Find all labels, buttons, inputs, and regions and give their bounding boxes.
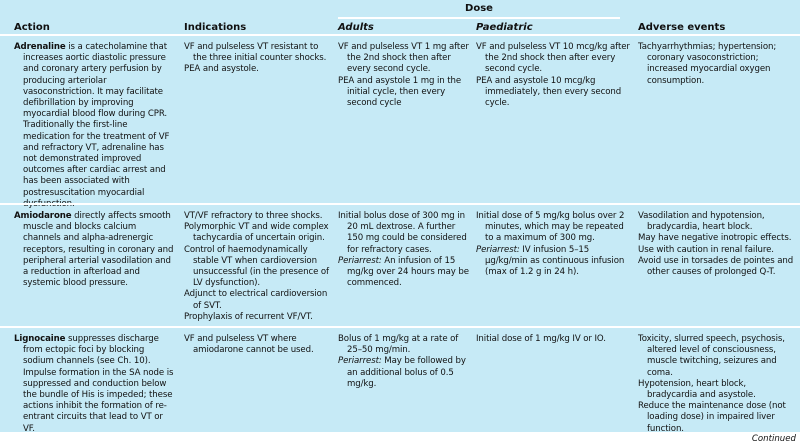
cell-text: Initial dose of 1 mg/kg IV or IO.	[476, 334, 606, 344]
drug-name: Amiodarone	[14, 211, 72, 221]
cell-paragraph	[638, 401, 798, 435]
cell-text: May be followed by an additional bolus of 0.5 mg/kg.	[347, 356, 466, 389]
cell-text: IV infusion 5–15 µg/kg/min as continuous infusion (max of 1.2 g in 24 h).	[485, 244, 625, 278]
cell-paragraph	[638, 334, 798, 379]
header-action: Action	[14, 22, 50, 33]
cell-paragraph	[184, 64, 332, 75]
cell-paragraph	[638, 42, 798, 87]
cell-text: VT/VF refractory to three shocks.	[184, 211, 323, 221]
dose-divider	[338, 17, 620, 19]
cell-indications	[184, 42, 332, 76]
header-indications: Indications	[184, 22, 247, 33]
cell-text: Control of haemodynamically stable VT when cardioversion unsuccessful (in the presence of LV dysfunction).	[184, 244, 329, 289]
cell-text: VF and pulseless VT 1 mg after the 2nd shock then after every second cycle.	[338, 42, 469, 75]
cell-text: Polymorphic VT and wide complex tachycardia of uncertain origin.	[184, 222, 329, 244]
cell-paragraph	[184, 211, 332, 222]
cell-indications	[184, 334, 332, 356]
cell-action	[14, 211, 176, 289]
table-row	[0, 205, 800, 326]
cell-paragraph	[476, 76, 632, 110]
cell-text: Tachyarrhythmias; hypertension; coronary vasoconstriction; increased myocardial oxygen consumption.	[638, 42, 777, 86]
header-adults: Adults	[338, 22, 374, 33]
cell-paragraph	[338, 256, 472, 290]
cell-paragraph	[638, 245, 798, 256]
drug-name: Lignocaine	[14, 334, 66, 344]
cell-adverse	[638, 42, 798, 87]
header-paediatric: Paediatric	[476, 22, 533, 33]
cell-paragraph	[184, 42, 332, 64]
cell-text: Reduce the maintenance dose (not loading dose) in impaired liver function.	[638, 401, 786, 434]
context-label: Periarrest:	[338, 356, 382, 367]
cell-paragraph	[184, 289, 332, 311]
cell-paragraph	[14, 211, 176, 289]
cell-text: PEA and asystole 10 mcg/kg immediately, then every second cycle.	[476, 75, 622, 109]
cell-text: VF and pulseless VT 10 mcg/kg after the 2nd shock then after every second cycle.	[476, 42, 630, 75]
cell-text: Avoid use in torsades de pointes and other causes of prolonged Q-T.	[638, 255, 794, 278]
cell-text: Toxicity, slurred speech, psychosis, altered level of consciousness, muscle twitching, seizures and coma.	[638, 334, 785, 378]
cell-paragraph	[338, 76, 472, 110]
cell-paragraph	[338, 42, 472, 76]
cell-action	[14, 334, 176, 435]
cell-paragraph	[338, 211, 472, 256]
cell-text: directly affects smooth muscle and blocks calcium channels and alpha-adrenergic receptors, resulting in coronary and peripheral arterial vasodilation and a reduction in afterload and systemic blood pressure.	[23, 211, 174, 289]
cell-text: PEA and asystole 1 mg in the initial cycle, then every second cycle	[338, 75, 462, 109]
cell-paragraph	[476, 42, 632, 76]
cell-paragraph	[184, 222, 332, 244]
cell-paragraph	[14, 42, 176, 210]
cell-paragraph	[14, 334, 176, 435]
cell-paediatric	[476, 42, 632, 109]
cell-text: VF and pulseless VT resistant to the three initial counter shocks.	[184, 42, 327, 64]
cell-paragraph	[184, 334, 332, 356]
cell-text: VF and pulseless VT where amiodarone cannot be used.	[184, 334, 314, 356]
cell-text: is a catecholamine that increases aortic diastolic pressure and coronary artery perfusion by producing arteriolar vasoconstriction. It may facilitate defibrillation by improving myocardial blood flow during CPR. Traditionally the first-line medication for the treatment of VF and refractory VT, adrenaline has not demonstrated improved outcomes after cardiac arrest and has been associated with postresuscitation myocardial	[23, 42, 170, 198]
cell-text: suppresses discharge from ectopic foci by blocking sodium channels (see Ch. 10). Impulse formation in the SA node is suppressed and conduction below the bundle of His is impeded; these actions inhibit the formation of re-entrant circuits that lead to VT or VF.	[23, 334, 174, 434]
cell-text: Use with caution in renal failure.	[638, 244, 774, 255]
cell-paragraph	[638, 379, 798, 401]
cell-paragraph	[184, 312, 332, 323]
cell-text: Vasodilation and hypotension, bradycardia, heart block.	[638, 211, 765, 233]
cell-indications	[184, 211, 332, 323]
cell-adverse	[638, 334, 798, 435]
cell-paragraph	[476, 211, 632, 245]
table-row	[0, 328, 800, 432]
cell-adverse	[638, 211, 798, 278]
cell-paragraph	[184, 245, 332, 290]
cell-paediatric	[476, 334, 632, 345]
cell-adults	[338, 211, 472, 289]
cell-paragraph	[638, 211, 798, 233]
cell-paragraph	[476, 245, 632, 279]
cell-paragraph	[338, 334, 472, 356]
context-label: Periarrest:	[338, 255, 382, 266]
context-label: Periarrest:	[476, 244, 520, 255]
cell-adults	[338, 42, 472, 109]
cell-text: An infusion of 15 mg/kg over 24 hours may be commenced.	[347, 255, 469, 289]
cell-text: Bolus of 1 mg/kg at a rate of 25–50 mg/min.	[338, 334, 459, 356]
header-dose: Dose	[465, 3, 493, 14]
header-adverse-events: Adverse events	[638, 22, 726, 33]
cell-text: May have negative inotropic effects.	[638, 233, 792, 244]
cell-text: PEA and asystole.	[184, 64, 259, 75]
drug-name: Adrenaline	[14, 42, 66, 52]
cell-paragraph	[476, 334, 632, 345]
cell-text: Initial bolus dose of 300 mg in 20 mL dextrose. A further 150 mg could be considered for refractory cases.	[338, 211, 467, 255]
cell-adults	[338, 334, 472, 390]
cell-paragraph	[638, 256, 798, 278]
table-row	[0, 36, 800, 203]
cell-paediatric	[476, 211, 632, 278]
cell-text: Hypotension, heart block, bradycardia and asystole.	[638, 378, 756, 401]
cell-text: Prophylaxis of recurrent VF/VT.	[184, 311, 313, 322]
cell-text: Adjunct to electrical cardioversion of SVT.	[184, 289, 328, 311]
continued-label: Continued	[751, 434, 796, 444]
cell-text: Initial dose of 5 mg/kg bolus over 2 minutes, which may be repeated to a maximum of 300 mg.	[476, 211, 625, 244]
cell-paragraph	[638, 233, 798, 244]
cell-paragraph	[338, 356, 472, 390]
cell-action	[14, 42, 176, 210]
